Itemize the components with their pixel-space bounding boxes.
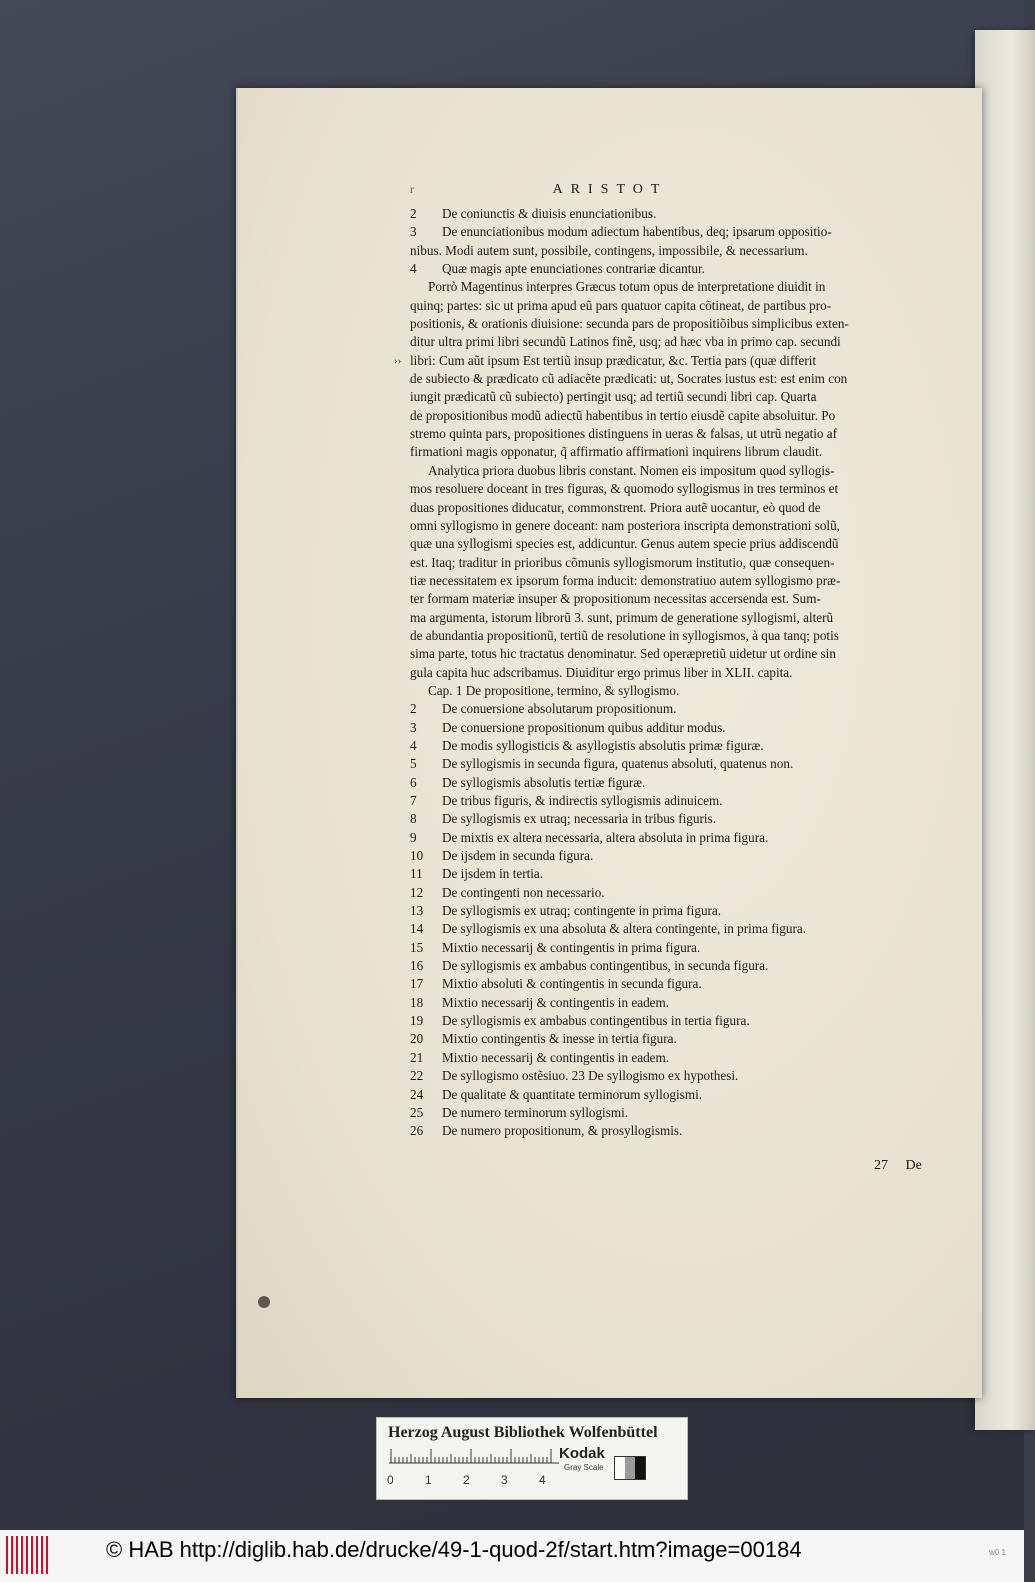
chapter-title: De ijsdem in tertia. [442,866,544,882]
text-line [410,957,945,975]
chapter-number: 5 [410,756,417,772]
body-text: iungit prædicatũ cũ subiecto) pertingit usq; ad tertiũ secundi libri cap. Quarta [410,389,817,405]
chapter-number: 18 [410,994,424,1010]
paragraph-start: Porrò Magentinus interpres Græcus totum opus de interpretatione diuidit in [428,279,826,295]
chapter-title: De enunciationibus modum adiectum habentibus, deq; ipsarum oppositio- [442,224,832,240]
chapter-title: Mixtio necessarij & contingentis in eadem. [442,1049,670,1065]
ink-stain [258,1296,270,1308]
text-line [410,535,945,553]
chapter-title: De conuersione absolutarum propositionum. [442,701,677,717]
chapter-number: 19 [410,1013,424,1029]
text-line [410,700,945,718]
text-line [410,278,945,296]
text-line [410,737,945,755]
text-line [410,260,945,278]
text-line [410,1086,945,1104]
chapter-number: 12 [410,884,424,900]
chapter-title: Mixtio absoluti & contingentis in secunda figura. [442,976,702,992]
body-text: ditur ultra primi libri secundũ Latinos finẽ, usq; ad hæc vba in primo cap. secundi [410,334,841,350]
chapter-title: De syllogismis in secunda figura, quatenus absoluti, quatenus non. [442,756,794,772]
catchword [874,1158,922,1174]
text-line [410,755,945,773]
body-text: sima parte, totus hic tractatus denominatur. Sed operæpretiũ uidetur ut ordine sin [410,646,836,662]
text-line [410,462,945,480]
body-text: firmationi magis opponatur, q̃ affirmatio affirmationi inquirens librum claudit. [410,444,823,460]
chapter-title: De modis syllogisticis & asyllogistis absolutis primæ figuræ. [442,737,764,753]
body-text: quæ una syllogismi species est, addicuntur. Genus autem specie prius addiscendũ [410,536,839,552]
chapter-title: Mixtio necessarij & contingentis in eadem. [442,994,670,1010]
text-line [394,352,945,370]
text-line [410,609,945,627]
text-line [410,297,945,315]
body-text: nibus. Modi autem sunt, possibile, contingens, impossibile, & necessarium. [410,242,808,258]
body-text: ter formam materiæ insuper & propositionum necessitas accersenda est. Sum- [410,591,821,607]
text-line [410,1067,945,1085]
text-line [410,939,945,957]
text-line [410,664,945,682]
text-line [410,370,945,388]
chapter-title: De conuersione propositionum quibus additur modus. [442,719,726,735]
text-line [410,425,945,443]
chapter-title: De syllogismis absolutis tertiæ figuræ. [442,774,646,790]
text-line [410,242,945,260]
body-text: de subiecto & prædicato cũ adiacẽte prædicati: ut, Socrates iustus est: est enim con [410,371,848,387]
grayscale-patch [614,1456,646,1480]
text-line [410,884,945,902]
chapter-number: 2 [410,701,417,717]
chapter-title: De ijsdem in secunda figura. [442,848,594,864]
text-line [410,682,945,700]
chapter-title: Mixtio contingentis & inesse in tertia figura. [442,1031,677,1047]
chapter-number: 22 [410,1068,424,1084]
chapter-number: 16 [410,958,424,974]
text-line [410,774,945,792]
text-line [410,480,945,498]
body-text: de propositionibus modũ adiectũ habentibus in tertio eiusdẽ capite absoluitur. Po [410,407,836,423]
text-line [410,517,945,535]
page-text-block [394,205,945,1141]
body-text: mos resoluere doceant in tres figuras, & quomodo syllogismus in tres terminos et [410,481,839,497]
text-line [410,810,945,828]
text-line [410,1030,945,1048]
text-line [410,792,945,810]
chapter-number: 3 [410,719,417,735]
ruler-digit: 1 [425,1473,432,1487]
paragraph-start: Cap. 1 De propositione, termino, & syllogismo. [428,682,680,698]
body-text: de abundantia propositionũ, tertiũ de resolutione in syllogismos, à qua tanq; potis [410,627,839,643]
text-line [410,829,945,847]
body-text: duas propositiones diducatur, commonstrent. Priora autẽ uocantur, eò quod de [410,499,821,515]
ruler-digit: 4 [539,1473,546,1487]
text-line [410,645,945,663]
adjacent-page-edge [975,30,1035,1430]
running-head [238,182,982,198]
book-page [236,88,982,1398]
body-text: ma argumenta, istorum librorũ 3. sunt, primum de generatione syllogismi, alterũ [410,609,834,625]
text-line [410,1104,945,1122]
text-line [410,975,945,993]
chapter-number: 11 [410,866,423,882]
text-line [410,388,945,406]
body-text: gula capita huc adscribamus. Diuiditur ergo primus liber in XLII. capita. [410,664,793,680]
text-line [410,627,945,645]
chapter-title: De coniunctis & diuisis enunciationibus. [442,206,657,221]
text-line [410,223,945,241]
chapter-number: 24 [410,1086,424,1102]
chapter-number: 8 [410,811,417,827]
chapter-title: De syllogismo ostẽsiuo. 23 De syllogismo ex hypothesi. [442,1068,739,1084]
color-target-card [376,1417,688,1500]
chapter-number: 13 [410,903,424,919]
kodak-logo: Kodak [559,1445,605,1462]
text-line [410,1122,945,1140]
text-line [410,847,945,865]
chapter-number: 3 [410,224,417,240]
footer-bar [0,1530,1024,1582]
text-line [410,333,945,351]
chapter-title: De numero propositionum, & prosyllogismis. [442,1123,683,1139]
ruler-scale [389,1448,559,1464]
hab-logo-icon [6,1536,48,1574]
chapter-number: 4 [410,737,417,753]
text-line [410,554,945,572]
text-line [410,572,945,590]
text-line [410,920,945,938]
chapter-number: 15 [410,939,424,955]
chapter-title: Mixtio necessarij & contingentis in prima figura. [442,939,701,955]
chapter-title: De syllogismis ex ambabus contingentibus, in secunda figura. [442,958,769,974]
chapter-title: De tribus figuris, & indirectis syllogismis adinuicem. [442,793,723,808]
chapter-number: 4 [410,261,417,277]
text-line [410,443,945,461]
text-line [410,902,945,920]
body-text: omni syllogismo in genere doceant: nam posteriora inscripta demonstrationi solũ, [410,517,840,533]
chapter-title: De qualitate & quantitate terminorum syllogismi. [442,1086,703,1102]
body-text: positionis, & orationis diuisione: secunda pars de propositiõibus simplicibus exten- [410,316,849,332]
ruler-digit: 0 [387,1473,394,1487]
chapter-title: De syllogismis ex ambabus contingentibus in tertia figura. [442,1013,750,1029]
chapter-number: 20 [410,1031,424,1047]
chapter-title: De syllogismis ex utraq; contingente in prima figura. [442,903,722,919]
ruler-digit: 2 [463,1473,470,1487]
chapter-title: De syllogismis ex una absoluta & altera contingente, in prima figura. [442,921,807,937]
kodak-subtitle: Gray Scale [564,1463,604,1472]
running-head-text: ARISTOT [552,182,668,197]
chapter-title: De contingenti non necessario. [442,884,605,900]
body-text: est. Itaq; traditur in prioribus cõmunis syllogismorum institutio, quæ consequen- [410,554,835,570]
chapter-number: 9 [410,829,417,845]
text-line [410,590,945,608]
chapter-number: 21 [410,1049,424,1065]
chapter-title: De mixtis ex altera necessaria, altera absoluta in prima figura. [442,829,769,845]
text-line [410,499,945,517]
body-text: libri: Cum aũt ipsum Est tertiũ insup prædicatur, &c. Tertia pars (quæ differit [410,352,817,368]
chapter-number: 26 [410,1123,424,1139]
body-text: tiæ necessitatem ex ipsorum forma inducit: demonstratiuo autem syllogismo præ- [410,572,841,588]
text-line [410,407,945,425]
text-line [410,205,945,223]
ruler-digit: 3 [501,1473,508,1487]
catchword-number: 27 [874,1158,888,1173]
text-line [410,1012,945,1030]
chapter-title: De syllogismis ex utraq; necessaria in tribus figuris. [442,811,716,827]
text-line [410,719,945,737]
body-text: stremo quinta pars, propositiones distinguens in ueras & falsas, ut utrũ negatio af [410,426,838,442]
library-name: Herzog August Bibliothek Wolfenbüttel [388,1424,658,1441]
chapter-number: 25 [410,1104,424,1120]
chapter-number: 10 [410,848,424,864]
body-text: quinq; partes: sic ut prima apud eũ pars quatuor capita cõtineat, de partibus pro- [410,297,832,313]
text-line [410,1049,945,1067]
signature-mark: r [410,182,414,196]
margin-mark: ›› [394,354,402,367]
chapter-number: 14 [410,921,424,937]
corner-mark: w0 1 [989,1548,1006,1557]
paragraph-start: Analytica priora duobus libris constant. Nomen eis impositum quod syllogis- [428,462,835,478]
chapter-title: Quæ magis apte enunciationes contrariæ dicantur. [442,261,705,277]
text-line [410,865,945,883]
catchword-text: De [905,1158,922,1173]
text-line [410,994,945,1012]
chapter-number: 6 [410,774,417,790]
chapter-number: 2 [410,206,417,221]
chapter-number: 17 [410,976,424,992]
text-line [410,315,945,333]
copyright-url[interactable]: © HAB http://diglib.hab.de/drucke/49-1-quod-2f/start.htm?image=00184 [106,1537,802,1562]
chapter-number: 7 [410,793,417,808]
chapter-title: De numero terminorum syllogismi. [442,1104,629,1120]
